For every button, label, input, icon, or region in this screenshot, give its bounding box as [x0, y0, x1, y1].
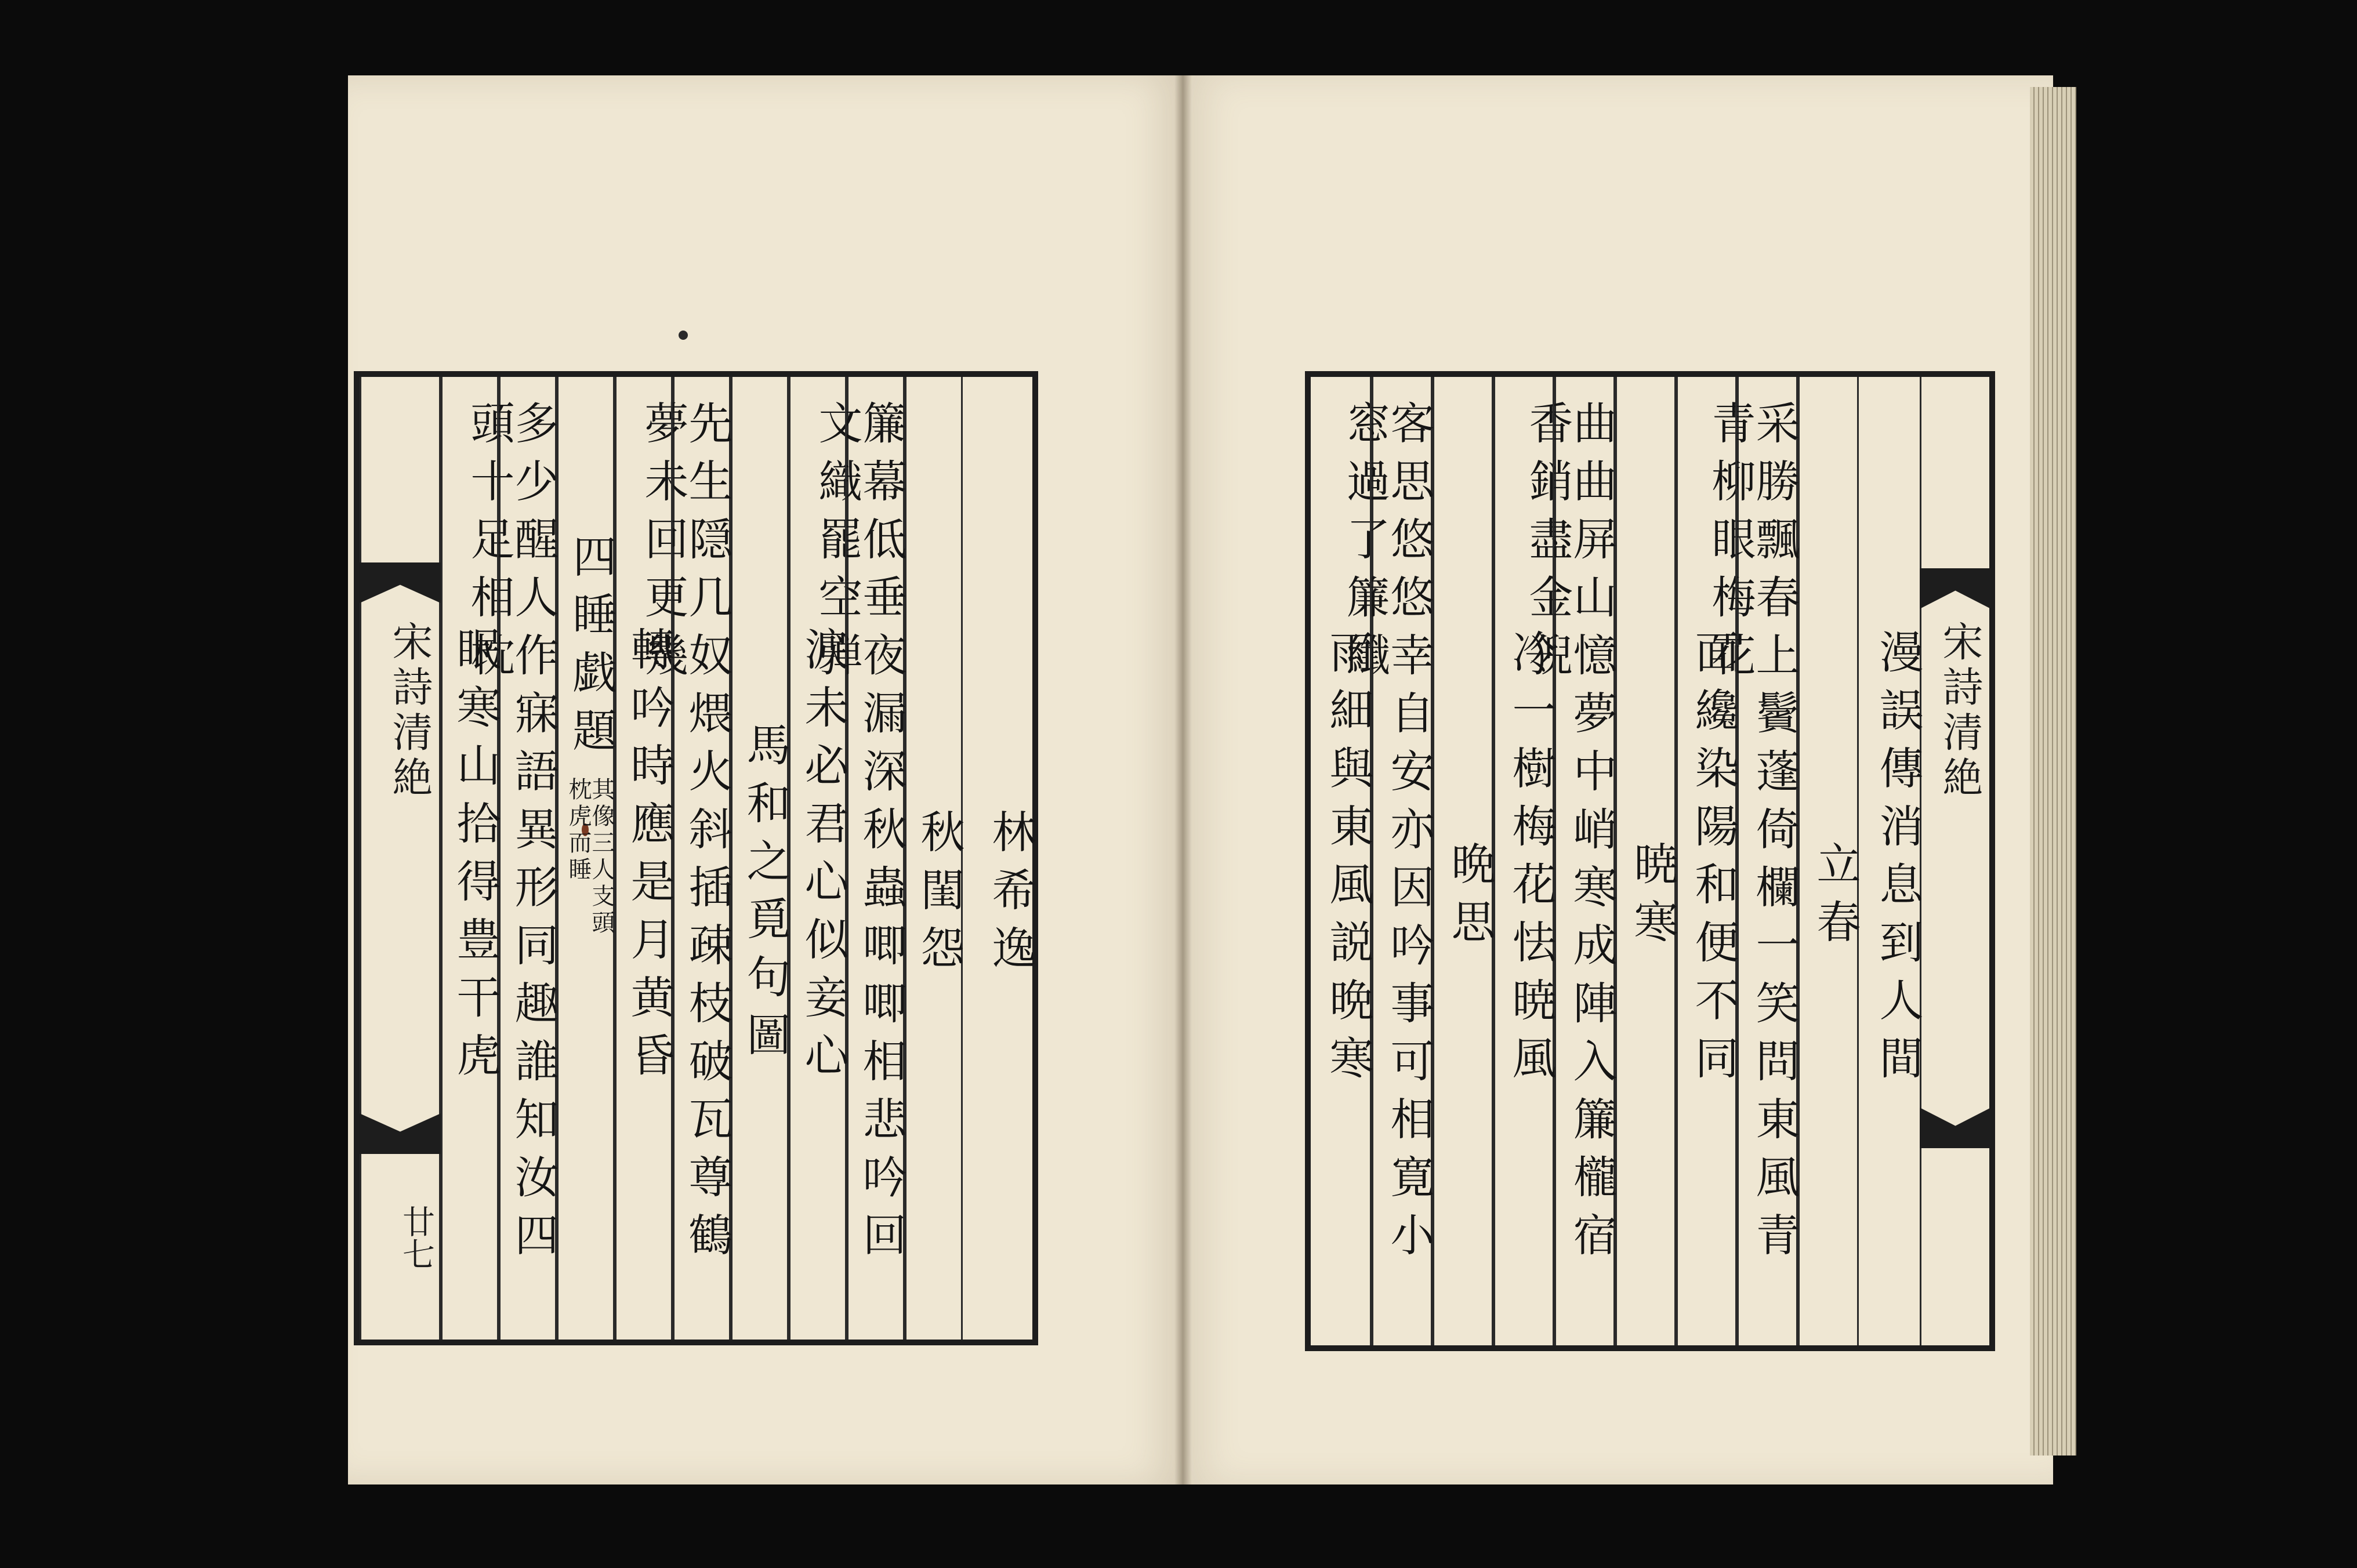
column-text: 轉吟時應是月黄昏 [623, 626, 675, 1090]
column-text: 暁寒 [1627, 841, 1678, 957]
text-column [963, 377, 1036, 1340]
column-text: 漫誤傳消息到人間 [1872, 629, 1924, 1093]
column-text: 眠寒山拾得豊干虎 [449, 626, 501, 1090]
fold-margin [360, 377, 441, 1340]
text-column [441, 377, 499, 1340]
fishtail-mark [360, 1113, 441, 1154]
margin-page-number: 廿七 [397, 1205, 435, 1270]
left-text-frame [354, 371, 1038, 1345]
column-text: 馬和之覓句圖 [739, 722, 791, 1070]
fold-margin [1920, 377, 1989, 1345]
text-column [905, 377, 963, 1340]
text-column [1615, 377, 1676, 1345]
column-text: 先生隠几奴煨火斜插疎枝破瓦尊鶴夢未回更幾 [637, 400, 733, 1270]
column-text: 林希逸 [985, 809, 1036, 983]
interlinear-note: 其像三人支頭枕虎而睡 [565, 777, 615, 937]
column-text: 冷一樹梅花怯暁風 [1505, 629, 1557, 1093]
column-text: 秋閨怨 [913, 809, 965, 983]
column-text: 立春 [1810, 841, 1861, 957]
page-edges [2030, 87, 2076, 1456]
text-column [557, 377, 615, 1340]
text-column [731, 377, 789, 1340]
text-column [1433, 377, 1496, 1345]
text-column [1859, 377, 1924, 1345]
text-column [1676, 377, 1737, 1345]
column-text: 面纔染陽和便不同 [1688, 629, 1739, 1093]
column-text: 簾幕低垂夜漏深秋蟲唧唧相悲吟回文織罷空弾 [811, 400, 907, 1270]
fishtail-mark [1920, 1108, 1991, 1148]
text-column [789, 377, 847, 1340]
text-column [1493, 377, 1557, 1345]
column-text: 多少醒人作寐語異形同趣誰知汝四頭十足相枕 [463, 400, 559, 1270]
margin-book-title: 宋詩清絶 [1936, 620, 1983, 801]
column-text: 四睡戯題 [565, 533, 617, 765]
column-text: 雨細與東風説晩寒 [1322, 629, 1374, 1093]
margin-book-title: 宋詩清絶 [386, 620, 433, 801]
fishtail-mark [1920, 568, 1991, 609]
text-column [1311, 377, 1372, 1345]
book-gutter [1174, 75, 1192, 1484]
column-text: 客思悠悠幸自安亦因吟事可相寛小窓過了簾纖 [1339, 400, 1435, 1270]
right-text-frame [1305, 371, 1995, 1351]
stain-mark [679, 331, 688, 340]
text-column [1798, 377, 1859, 1345]
column-text: 涙未必君心似妾心 [797, 626, 849, 1090]
column-text: 采勝飄春上鬢蓬倚欄一笑問東風青青柳眼梅花 [1705, 400, 1800, 1270]
column-text: 曲曲屏山憶夢中峭寒成陣入簾櫳宿香銷盡金猊 [1522, 400, 1618, 1270]
fishtail-mark [360, 562, 441, 603]
column-text: 晩思 [1444, 841, 1496, 957]
text-column [615, 377, 673, 1340]
